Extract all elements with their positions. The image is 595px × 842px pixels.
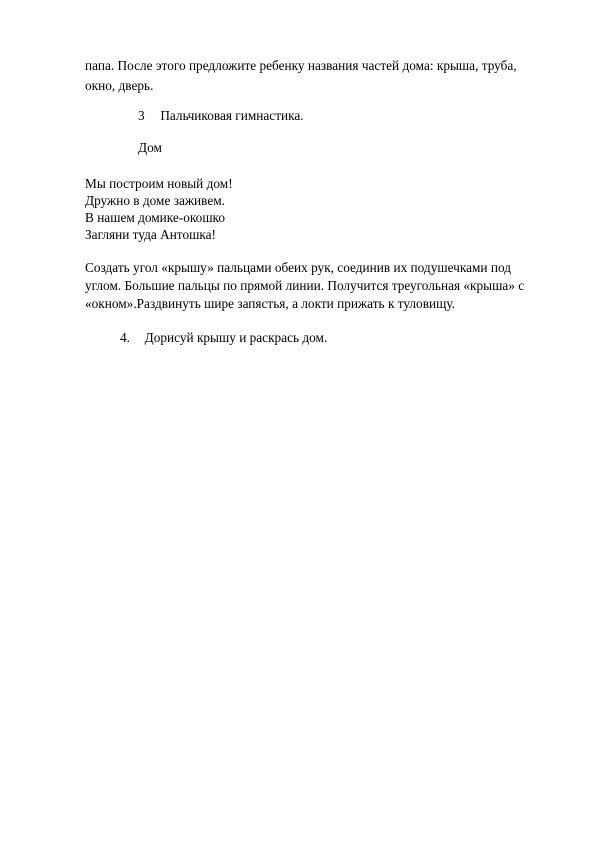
section-3-title: Пальчиковая гимнастика.	[160, 108, 304, 123]
section-4-number: 4.	[120, 330, 130, 345]
section-4-text: Дорисуй крышу и раскрась дом.	[144, 330, 328, 345]
poem-title: Дом	[138, 140, 162, 155]
poem-line-3: В нашем домике-окошко	[85, 210, 225, 225]
intro-line-2: окно, дверь.	[85, 78, 154, 93]
poem-line-4: Загляни туда Антошка!	[85, 227, 216, 242]
instruction-line-3: «окном».Раздвинуть шире запястья, а локти прижать к туловищу.	[85, 296, 455, 311]
instruction-line-1: Создать угол «крышу» пальцами обеих рук, соединив их подушечками под	[85, 260, 511, 275]
section-3-number: 3	[138, 108, 145, 123]
section-4-item	[120, 330, 327, 346]
intro-line-1: папа. После этого предложите ребенку названия частей дома: крыша, труба,	[85, 58, 517, 73]
poem-line-1: Мы построим новый дом!	[85, 176, 233, 191]
section-3-heading	[138, 108, 304, 124]
poem-line-2: Дружно в доме заживем.	[85, 193, 225, 208]
instruction-line-2: углом. Большие пальцы по прямой линии. Получится треугольная «крыша» с	[85, 278, 525, 293]
